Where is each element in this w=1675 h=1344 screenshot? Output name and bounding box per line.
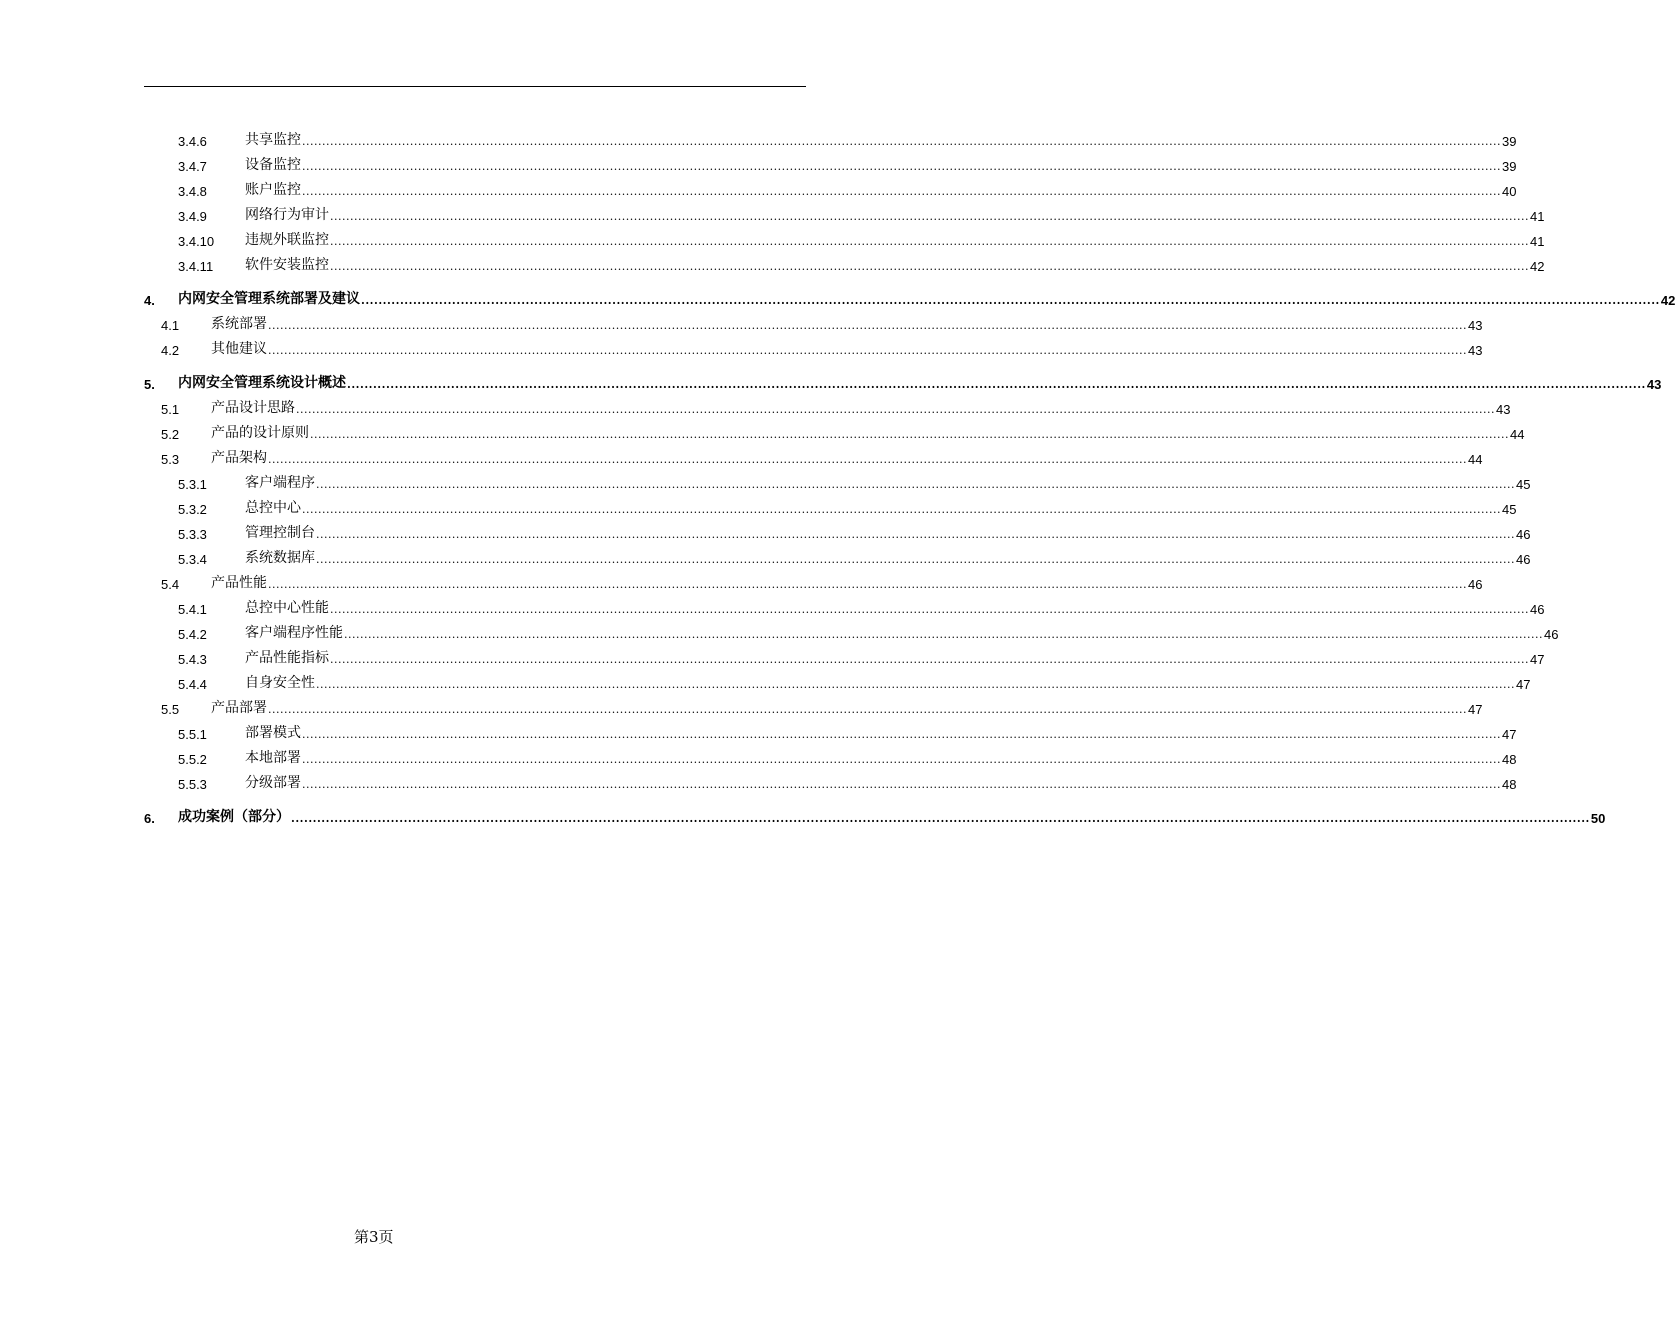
toc-entry-number: 5.3.2 bbox=[178, 502, 207, 517]
toc-entry-page: 47 bbox=[1501, 727, 1517, 742]
toc-entry-title: 网络行为审计 bbox=[245, 207, 329, 223]
toc-leader-dots: ............................................................................................................................................................................................................................................................................................................ bbox=[291, 812, 1590, 825]
toc-entry-page: 45 bbox=[1501, 502, 1517, 517]
toc-entry-page: 39 bbox=[1501, 134, 1517, 149]
header-rule bbox=[144, 86, 806, 87]
toc-leader-dots: ............................................................................................................................................................................................................................................................................................................ bbox=[330, 653, 1529, 666]
toc-leader-dots: ............................................................................................................................................................................................................................................................................................................ bbox=[347, 378, 1646, 391]
toc-entry[interactable] bbox=[144, 224, 1545, 249]
toc-entry-page: 48 bbox=[1501, 777, 1517, 792]
toc-entry-title: 本地部署 bbox=[245, 750, 301, 766]
toc-leader-dots: ............................................................................................................................................................................................................................................................................................................ bbox=[296, 403, 1495, 416]
toc-entry-number: 3.4.7 bbox=[178, 159, 207, 174]
toc-entry[interactable] bbox=[144, 692, 1483, 717]
toc-entry-page: 41 bbox=[1529, 209, 1545, 224]
toc-leader-dots: ............................................................................................................................................................................................................................................................................................................ bbox=[316, 678, 1515, 691]
toc-entry[interactable] bbox=[144, 742, 1517, 767]
toc-entry-title: 产品性能指标 bbox=[245, 650, 329, 666]
toc-entry-title: 内网安全管理系统设计概述 bbox=[178, 375, 346, 391]
toc-leader-dots: ............................................................................................................................................................................................................................................................................................................ bbox=[330, 260, 1529, 273]
toc-entry-title: 分级部署 bbox=[245, 775, 301, 791]
toc-entry-title: 系统部署 bbox=[211, 316, 267, 332]
toc-leader-dots: ............................................................................................................................................................................................................................................................................................................ bbox=[302, 728, 1501, 741]
toc-entry-title: 共享监控 bbox=[245, 132, 301, 148]
toc-entry[interactable] bbox=[144, 124, 1517, 149]
toc-entry-title: 客户端程序 bbox=[245, 475, 315, 491]
table-of-contents bbox=[144, 124, 1675, 826]
toc-entry-title: 违规外联监控 bbox=[245, 232, 329, 248]
toc-entry-page: 43 bbox=[1467, 318, 1483, 333]
toc-entry[interactable] bbox=[144, 667, 1531, 692]
toc-entry-number: 3.4.10 bbox=[178, 234, 215, 249]
toc-leader-dots: ............................................................................................................................................................................................................................................................................................................ bbox=[302, 185, 1501, 198]
toc-entry-number: 5.3 bbox=[161, 452, 180, 467]
toc-entry-number: 5.4.2 bbox=[178, 627, 207, 642]
toc-entry-number: 4. bbox=[144, 293, 155, 308]
toc-entry-number: 5.4.3 bbox=[178, 652, 207, 667]
toc-entry-number: 4.1 bbox=[161, 318, 180, 333]
toc-leader-dots: ............................................................................................................................................................................................................................................................................................................ bbox=[310, 428, 1509, 441]
toc-entry-title: 系统数据库 bbox=[245, 550, 315, 566]
toc-entry-title: 总控中心 bbox=[245, 500, 301, 516]
toc-entry-title: 管理控制台 bbox=[245, 525, 315, 541]
toc-entry[interactable] bbox=[144, 442, 1483, 467]
toc-entry[interactable] bbox=[144, 367, 1662, 392]
toc-leader-dots: ............................................................................................................................................................................................................................................................................................................ bbox=[330, 235, 1529, 248]
toc-entry-page: 43 bbox=[1467, 343, 1483, 358]
toc-entry-title: 自身安全性 bbox=[245, 675, 315, 691]
toc-entry[interactable] bbox=[144, 542, 1531, 567]
toc-entry-number: 6. bbox=[144, 811, 155, 826]
toc-entry[interactable] bbox=[144, 717, 1517, 742]
toc-leader-dots: ............................................................................................................................................................................................................................................................................................................ bbox=[268, 578, 1467, 591]
toc-entry-number: 3.4.8 bbox=[178, 184, 207, 199]
toc-entry[interactable] bbox=[144, 592, 1545, 617]
toc-entry-page: 44 bbox=[1467, 452, 1483, 467]
toc-entry-title: 产品的设计原则 bbox=[211, 425, 309, 441]
toc-entry-page: 41 bbox=[1529, 234, 1545, 249]
toc-entry[interactable] bbox=[144, 249, 1545, 274]
toc-leader-dots: ............................................................................................................................................................................................................................................................................................................ bbox=[316, 553, 1515, 566]
toc-entry-page: 44 bbox=[1509, 427, 1525, 442]
toc-leader-dots: ............................................................................................................................................................................................................................................................................................................ bbox=[302, 503, 1501, 516]
toc-entry-title: 产品架构 bbox=[211, 450, 267, 466]
toc-entry-number: 4.2 bbox=[161, 343, 180, 358]
toc-entry-title: 部署模式 bbox=[245, 725, 301, 741]
toc-entry-title: 产品性能 bbox=[211, 575, 267, 591]
toc-entry-title: 软件安装监控 bbox=[245, 257, 329, 273]
page-footer: 第3页 bbox=[354, 1228, 394, 1246]
toc-entry[interactable] bbox=[144, 174, 1517, 199]
toc-entry-page: 48 bbox=[1501, 752, 1517, 767]
toc-entry-page: 42 bbox=[1529, 259, 1545, 274]
toc-leader-dots: ............................................................................................................................................................................................................................................................................................................ bbox=[302, 778, 1501, 791]
toc-entry-page: 47 bbox=[1467, 702, 1483, 717]
toc-entry-page: 46 bbox=[1543, 627, 1559, 642]
toc-entry[interactable] bbox=[144, 642, 1545, 667]
toc-leader-dots: ............................................................................................................................................................................................................................................................................................................ bbox=[316, 478, 1515, 491]
toc-entry-title: 产品部署 bbox=[211, 700, 267, 716]
toc-entry-number: 5.5 bbox=[161, 702, 180, 717]
toc-entry-number: 5. bbox=[144, 377, 155, 392]
toc-entry-number: 5.4.4 bbox=[178, 677, 207, 692]
toc-leader-dots: ............................................................................................................................................................................................................................................................................................................ bbox=[302, 135, 1501, 148]
toc-leader-dots: ............................................................................................................................................................................................................................................................................................................ bbox=[268, 453, 1467, 466]
toc-entry[interactable] bbox=[144, 467, 1531, 492]
toc-entry-page: 40 bbox=[1501, 184, 1517, 199]
toc-entry-number: 5.4 bbox=[161, 577, 180, 592]
toc-entry-page: 47 bbox=[1515, 677, 1531, 692]
toc-entry-number: 5.3.3 bbox=[178, 527, 207, 542]
toc-entry[interactable] bbox=[144, 801, 1606, 826]
toc-entry[interactable] bbox=[144, 417, 1525, 442]
toc-entry-page: 46 bbox=[1515, 527, 1531, 542]
toc-entry-number: 5.3.1 bbox=[178, 477, 207, 492]
toc-entry-page: 39 bbox=[1501, 159, 1517, 174]
toc-entry-page: 45 bbox=[1515, 477, 1531, 492]
toc-entry[interactable] bbox=[144, 767, 1517, 792]
toc-entry[interactable] bbox=[144, 517, 1531, 542]
toc-entry-page: 42 bbox=[1660, 293, 1675, 308]
toc-entry-page: 46 bbox=[1515, 552, 1531, 567]
toc-entry-page: 46 bbox=[1467, 577, 1483, 592]
toc-leader-dots: ............................................................................................................................................................................................................................................................................................................ bbox=[330, 210, 1529, 223]
toc-entry[interactable] bbox=[144, 199, 1545, 224]
toc-leader-dots: ............................................................................................................................................................................................................................................................................................................ bbox=[268, 703, 1467, 716]
toc-entry-page: 47 bbox=[1529, 652, 1545, 667]
toc-entry-title: 内网安全管理系统部署及建议 bbox=[178, 291, 360, 307]
toc-leader-dots: ............................................................................................................................................................................................................................................................................................................ bbox=[302, 160, 1501, 173]
toc-entry-title: 客户端程序性能 bbox=[245, 625, 343, 641]
toc-entry-title: 成功案例（部分） bbox=[178, 809, 290, 825]
toc-entry-title: 总控中心性能 bbox=[245, 600, 329, 616]
toc-entry-title: 产品设计思路 bbox=[211, 400, 295, 416]
toc-entry-page: 46 bbox=[1529, 602, 1545, 617]
toc-entry-title: 其他建议 bbox=[211, 341, 267, 357]
toc-entry-page: 43 bbox=[1646, 377, 1662, 392]
toc-entry-number: 5.4.1 bbox=[178, 602, 207, 617]
toc-leader-dots: ............................................................................................................................................................................................................................................................................................................ bbox=[330, 603, 1529, 616]
toc-leader-dots: ............................................................................................................................................................................................................................................................................................................ bbox=[344, 628, 1543, 641]
toc-entry-number: 5.5.1 bbox=[178, 727, 207, 742]
toc-entry[interactable] bbox=[144, 617, 1559, 642]
toc-entry-number: 5.5.2 bbox=[178, 752, 207, 767]
toc-entry-number: 5.1 bbox=[161, 402, 180, 417]
toc-leader-dots: ............................................................................................................................................................................................................................................................................................................ bbox=[268, 319, 1467, 332]
toc-entry-title: 设备监控 bbox=[245, 157, 301, 173]
toc-entry[interactable] bbox=[144, 567, 1483, 592]
toc-entry-title: 账户监控 bbox=[245, 182, 301, 198]
toc-entry[interactable] bbox=[144, 392, 1511, 417]
toc-leader-dots: ............................................................................................................................................................................................................................................................................................................ bbox=[316, 528, 1515, 541]
toc-leader-dots: ............................................................................................................................................................................................................................................................................................................ bbox=[268, 344, 1467, 357]
toc-entry-page: 50 bbox=[1590, 811, 1606, 826]
toc-entry[interactable] bbox=[144, 149, 1517, 174]
toc-entry[interactable] bbox=[144, 333, 1483, 358]
toc-entry-number: 5.5.3 bbox=[178, 777, 207, 792]
toc-entry-number: 5.2 bbox=[161, 427, 180, 442]
toc-entry-page: 43 bbox=[1495, 402, 1511, 417]
toc-entry-number: 3.4.11 bbox=[178, 259, 214, 274]
toc-entry-number: 3.4.9 bbox=[178, 209, 207, 224]
toc-leader-dots: ............................................................................................................................................................................................................................................................................................................ bbox=[302, 753, 1501, 766]
toc-entry-number: 3.4.6 bbox=[178, 134, 207, 149]
toc-entry-number: 5.3.4 bbox=[178, 552, 207, 567]
toc-entry[interactable] bbox=[144, 283, 1675, 308]
toc-entry[interactable] bbox=[144, 308, 1483, 333]
toc-entry[interactable] bbox=[144, 492, 1517, 517]
toc-leader-dots: ............................................................................................................................................................................................................................................................................................................ bbox=[361, 294, 1660, 307]
